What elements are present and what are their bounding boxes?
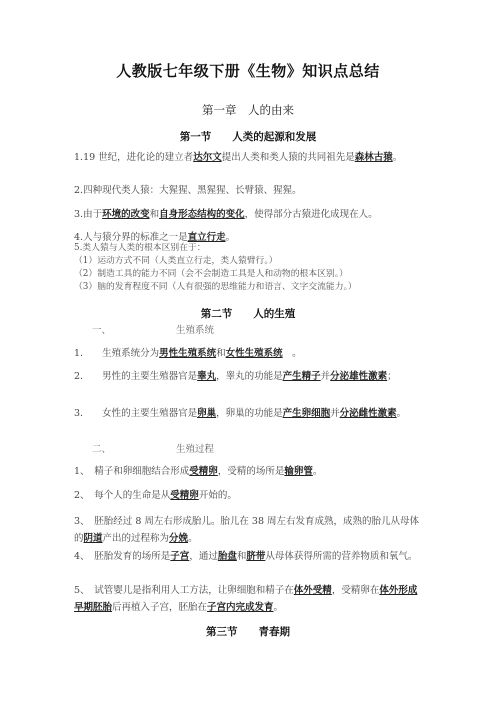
text: 1. 生殖系统分为 [74,348,160,359]
reproductive-item-1 [74,345,424,362]
key-term: 输卵管 [284,466,313,477]
text: 后再植入子宫，胚胎在 [112,602,208,613]
paragraph-5: 5.类人猿与人类的根本区别在于： [74,243,206,253]
text: ，通过 [189,551,218,562]
reproductive-item-2 [74,368,424,385]
key-term: 森林古猿 [354,152,393,163]
document-title: 人教版七年级下册《生物》知识点总结 [116,62,380,80]
key-term: 脐带 [246,551,266,562]
subsection-heading-2: 生殖过程 [176,444,215,455]
text: 产出的过程称为 [102,533,170,544]
text: 1、 精子和卵细胞结合形成 [74,466,190,477]
key-term: 达尔文 [193,152,222,163]
text: 。 [392,152,403,163]
text: 和 [216,348,226,359]
text: 5、 试管婴儿是指利用人工方法，让卵细胞和精子在 [74,585,294,596]
section-heading-2: 第二节 人的生殖 [200,308,296,320]
text: ，睾丸的功能是 [216,371,283,382]
key-term: 体外受精 [293,585,332,596]
text: 2、 每个人的生命是从 [74,490,171,501]
text: ，卵巢的功能是 [216,408,283,419]
text: 并 [320,371,331,382]
text: 4、 胚胎发育的场所是 [74,551,171,562]
text: 3.由于 [74,209,103,220]
text: 。 [225,232,236,243]
paragraph-1 [74,149,424,166]
text: 和 [149,209,160,220]
key-term: 女性生殖系统 [225,348,283,359]
paragraph-5-item-2: （2）制造工具的能力不同（会不会制造工具是人和动物的根本区别。） [74,269,348,279]
key-term: 受精卵 [189,466,218,477]
key-term: 分泌雌性激素 [339,408,397,419]
text: 。 [273,602,284,613]
subsection-number-2: 二、 [92,444,112,455]
subsection-number-1: 一、 [92,325,112,336]
process-item-5 [74,582,424,616]
key-term: 分娩 [169,533,189,544]
section-heading-1: 第一节 人类的起源和发展 [179,131,317,143]
paragraph-2: 2.四种现代类人猿：大猩猩、黑猩猩、长臂猿、猩猩。 [74,185,302,196]
process-item-1 [74,463,424,480]
text: 和 [236,551,247,562]
key-term: 分泌雄性激素 [330,371,388,382]
process-item-3 [74,513,424,547]
key-term: 体外形成早期胚胎 [74,585,418,613]
key-term: 直立行走 [187,232,226,243]
text: ，受精的场所是 [217,466,285,477]
paragraph-5-item-1: （1）运动方式不同（人类直立行走，类人猿臂行。） [74,256,278,266]
text: 3、 胚胎经过 8 周左右形成胎儿。胎儿在 38 周左右发育成熟，成熟的胎儿从母体的 [74,516,420,544]
text: 并 [330,408,340,419]
text: 4.人与猿分界的标准之一是 [74,232,188,243]
paragraph-5-item-3: （3）脑的发育程度不同（人有很强的思维能力和语言、文字交流能力。） [74,282,357,292]
subsection-heading-1: 生殖系统 [176,325,215,336]
key-term: 睾丸 [197,371,217,382]
text: ； [387,371,397,382]
text: 。 [188,533,198,544]
chapter-heading: 第一章 人的由来 [202,103,294,117]
key-term: 子宫 [170,551,190,562]
key-term: 受精卵 [170,490,199,501]
key-term: 阴道 [83,533,103,544]
text: 3. 女性的主要生殖器官是 [74,408,198,419]
text: ，受精卵在 [331,585,380,596]
key-term: 环境的改变 [102,209,150,220]
text: 1.19 世纪，进化论的建立者 [74,152,194,163]
text: ，使得部分古猿进化成现在人。 [244,209,378,220]
key-term: 子宫内完成发育 [207,602,274,613]
text: 提出人类和类人猿的共同祖先是 [221,152,355,163]
text: 。 [396,408,407,419]
text: 。 [312,466,323,477]
key-term: 产生卵细胞 [282,408,331,419]
text: 。 [282,348,302,359]
process-item-4 [74,548,424,565]
text: 2. 男性的主要生殖器官是 [74,371,198,382]
key-term: 胎盘 [217,551,237,562]
key-term: 自身形态结构的变化 [159,209,245,220]
section-heading-3: 第三节 青春期 [206,626,290,638]
paragraph-3 [74,206,424,223]
key-term: 男性生殖系统 [159,348,217,359]
text: 开始的。 [198,490,237,501]
key-term: 卵巢 [197,408,217,419]
key-term: 产生精子 [282,371,321,382]
process-item-2 [74,487,424,504]
text: 从母体获得所需的营养物质和氧气。 [265,551,418,562]
reproductive-item-3 [74,405,424,422]
